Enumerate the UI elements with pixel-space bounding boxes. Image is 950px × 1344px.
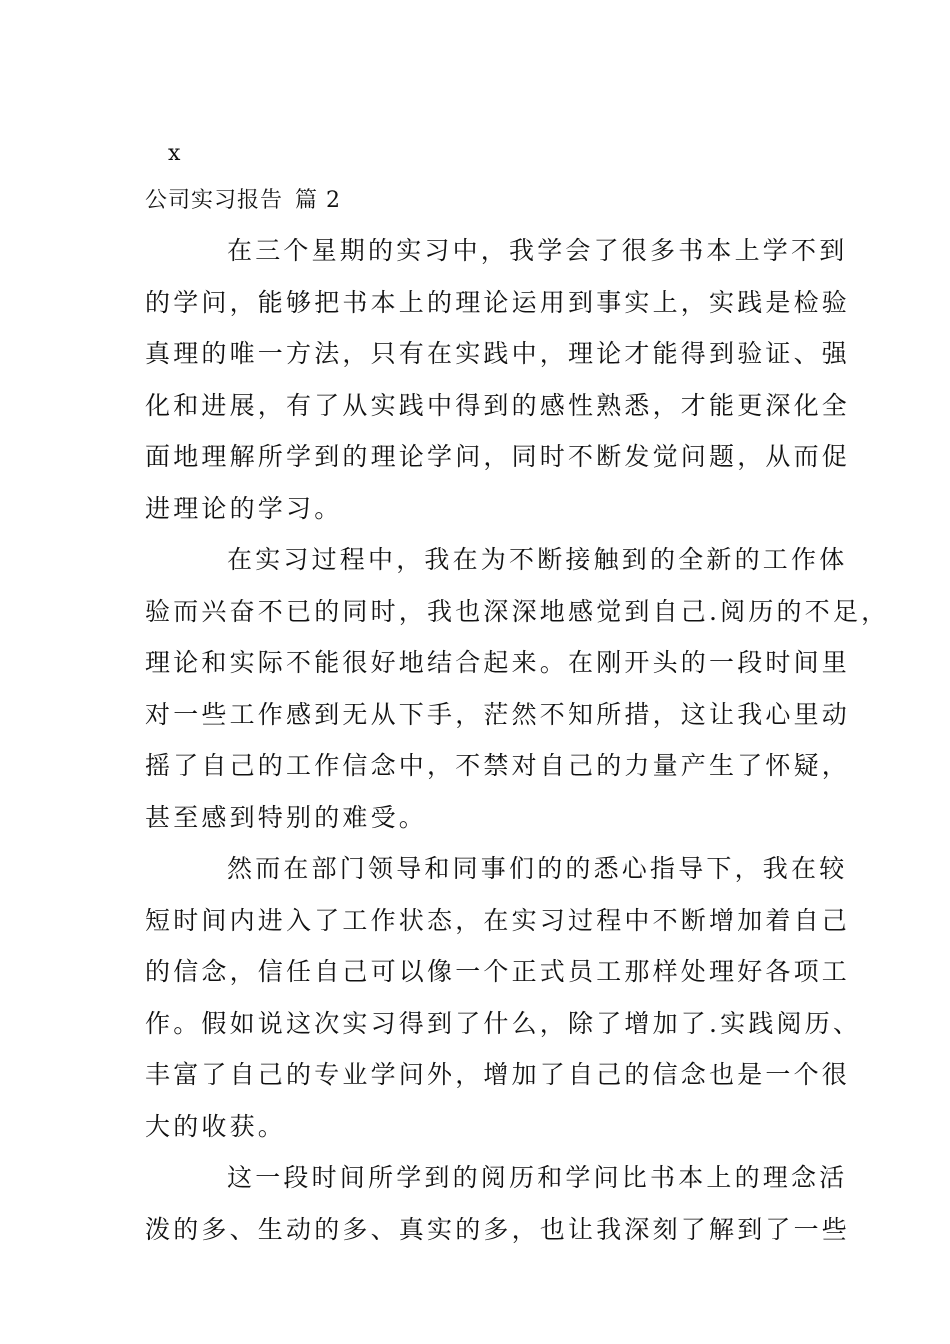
- paragraph-line: 这一段时间所学到的阅历和学问比书本上的理念活: [227, 1163, 848, 1192]
- paragraph-line: 然而在部门领导和同事们的的悉心指导下，我在较: [227, 854, 848, 883]
- paragraph-line: 大的收获。: [145, 1111, 287, 1141]
- paragraph-line: 的信念，信任自己可以像一个正式员工那样处理好各项工: [145, 957, 851, 986]
- paragraph-line: 面地理解所学到的理论学问，同时不断发觉问题，从而促: [145, 442, 851, 471]
- paragraph: [145, 1161, 851, 1264]
- paragraph: [145, 543, 890, 852]
- paragraph-line: 对一些工作感到无从下手，茫然不知所措，这让我心里动: [145, 699, 851, 729]
- paragraph-line: 的学问，能够把书本上的理论运用到事实上，实践是检验: [145, 287, 851, 317]
- paragraph-line: 在实习过程中，我在为不断接触到的全新的工作体: [227, 545, 848, 574]
- paragraph-line: 甚至感到特别的难受。: [145, 802, 428, 832]
- paragraph-line: 泼的多、生动的多、真实的多，也让我深刻了解到了一些: [145, 1214, 851, 1244]
- title-text: 公司实习报告: [145, 188, 284, 213]
- document-body: [145, 234, 890, 1264]
- paragraph-line: 验而兴奋不已的同时，我也深深地感觉到自己.阅历的不足，: [145, 596, 890, 626]
- paragraph-line: 理论和实际不能很好地结合起来。在刚开头的一段时间里: [145, 648, 851, 677]
- paragraph: [145, 234, 851, 543]
- paragraph-line: 进理论的学习。: [145, 493, 343, 523]
- paragraph-line: 摇了自己的工作信念中，不禁对自己的力量产生了怀疑，: [145, 751, 851, 780]
- paragraph-line: 在三个星期的实习中，我学会了很多书本上学不到: [227, 236, 848, 265]
- paragraph-line: 化和进展，有了从实践中得到的感性熟悉，才能更深化全: [145, 390, 851, 420]
- page-title: [145, 186, 341, 216]
- page-marker: x: [168, 141, 181, 166]
- paragraph-line: 作。假如说这次实习得到了什么，除了增加了.实践阅历、: [145, 1008, 862, 1038]
- paragraph-line: 真理的唯一方法，只有在实践中，理论才能得到验证、强: [145, 339, 851, 368]
- title-suffix: 篇 2: [295, 188, 342, 213]
- paragraph-line: 短时间内进入了工作状态，在实习过程中不断增加着自己: [145, 905, 851, 935]
- paragraph-line: 丰富了自己的专业学问外，增加了自己的信念也是一个很: [145, 1060, 851, 1089]
- paragraph: [145, 852, 862, 1161]
